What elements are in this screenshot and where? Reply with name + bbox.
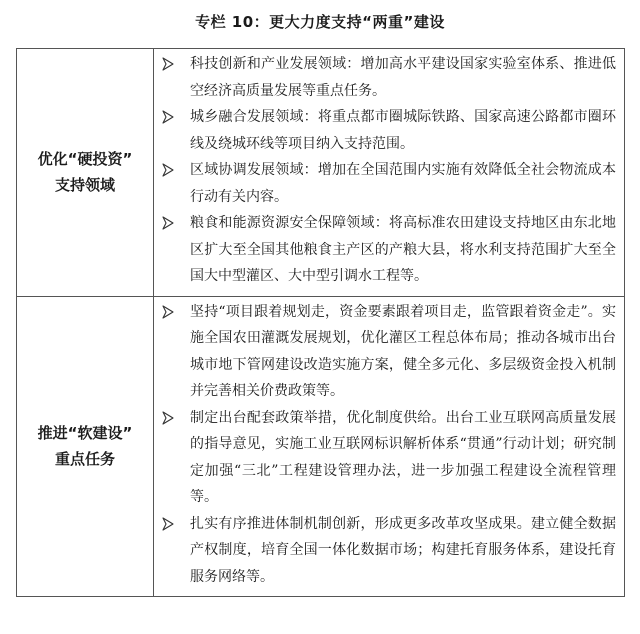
list-item — [162, 210, 616, 290]
row-header-line: 推进“软建设” — [37, 424, 133, 443]
list-item-text: 扎实有序推进体制机制创新，形成更多改革攻坚成果。建立健全数据产权制度，培育全国一体化数据市场；构建托育服务体系，建设托育服务网络等。 — [190, 515, 616, 585]
row-header-line: 优化“硬投资” — [37, 150, 133, 169]
column-table — [16, 48, 625, 597]
table-row — [17, 296, 625, 597]
row-header-line: 支持领域 — [54, 176, 115, 195]
list-item — [162, 51, 616, 104]
list-item-text: 城乡融合发展领域：将重点都市圈城际铁路、国家高速公路都市圈环线及绕城环线等项目纳入支持范围。 — [190, 109, 616, 152]
arrow-bullet-icon — [162, 157, 190, 183]
arrow-bullet-icon — [162, 299, 190, 325]
list-item-text: 制定出台配套政策举措，优化制度供给。出台工业互联网高质量发展的指导意见，实施工业互联网标识解析体系“贯通”行动计划；研究制定加强“三北”工程建设管理办法，进一步加强工程建设全流程管理等。 — [190, 409, 616, 505]
column-title: 专栏 10：更大力度支持“两重”建设 — [195, 13, 445, 31]
row-header-soft-construction — [17, 296, 154, 597]
list-item — [162, 104, 616, 157]
row-content-hard-investment — [154, 49, 625, 297]
list-item-text: 坚持“项目跟着规划走，资金要素跟着项目走，监管跟着资金走”。实施全国农田灌溉发展规划，优化灌区工程总体布局；推动各城市出台城市地下管网建设改造实施方案，健全多元化、多层级资金投入机制并完善相关价费政策等。 — [190, 303, 616, 399]
list-item — [162, 157, 616, 210]
arrow-bullet-icon — [162, 104, 190, 130]
arrow-bullet-icon — [162, 210, 190, 236]
arrow-bullet-icon — [162, 51, 190, 77]
list-item-text: 粮食和能源资源安全保障领域：将高标准农田建设支持地区由东北地区扩大至全国其他粮食主产区的产粮大县，将水利支持范围扩大至全国大中型灌区、大中型引调水工程等。 — [190, 215, 616, 284]
list-item-text: 科技创新和产业发展领域：增加高水平建设国家实验室体系、推进低空经济高质量发展等重点任务。 — [190, 56, 616, 99]
list-item — [162, 511, 616, 591]
row-header-hard-investment — [17, 49, 154, 297]
row-header-line: 重点任务 — [54, 450, 115, 469]
row-content-soft-construction — [154, 296, 625, 597]
arrow-bullet-icon — [162, 405, 190, 431]
arrow-bullet-icon — [162, 511, 190, 537]
table-row — [17, 49, 625, 297]
list-item — [162, 405, 616, 511]
list-item-text: 区域协调发展领域：增加在全国范围内实施有效降低全社会物流成本行动有关内容。 — [190, 162, 616, 205]
list-item — [162, 299, 616, 405]
